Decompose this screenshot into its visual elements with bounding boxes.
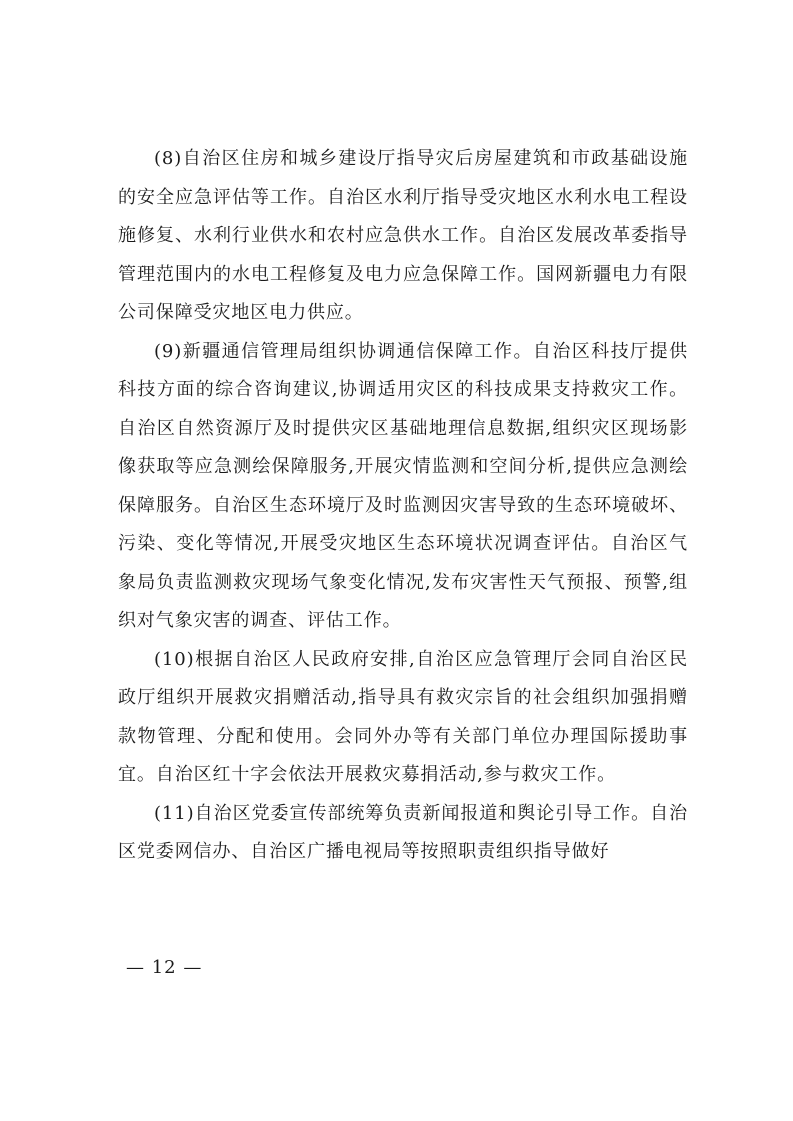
paragraph-8: (8)自治区住房和城乡建设厅指导灾后房屋建筑和市政基础设施的安全应急评估等工作。自治区水利厅指导受灾地区水利水电工程设施修复、水利行业供水和农村应急供水工作。自治区发展改革委指导管理范围内的水电工程修复及电力应急保障工作。国网新疆电力有限公司保障受灾地区电力供应。 [118, 148, 688, 323]
paragraph-9: (9)新疆通信管理局组织协调通信保障工作。自治区科技厅提供科技方面的综合咨询建议,协调适用灾区的科技成果支持救灾工作。自治区自然资源厅及时提供灾区基础地理信息数据,组织灾区现场影像获取等应急测绘保障服务,开展灾情监测和空间分析,提供应急测绘保障服务。自治区生态环境厅及时监测因灾害导致的生态环境破坏、污染、变化等情况,开展受灾地区生态环境状况调查评估。自治区气象局负责监测救灾现场气象变化情况,发布灾害性天气预报、预警,组织对气象灾害的调查、评估工作。 [118, 340, 688, 631]
page-number: — 12 — [126, 957, 203, 978]
paragraph-10: (10)根据自治区人民政府安排,自治区应急管理厅会同自治区民政厅组织开展救灾捐赠活动,指导具有救灾宗旨的社会组织加强捐赠款物管理、分配和使用。会同外办等有关部门单位办理国际援助事宜。自治区红十字会依法开展救灾募捐活动,参与救灾工作。 [118, 648, 688, 785]
paragraph-11: (11)自治区党委宣传部统筹负责新闻报道和舆论引导工作。自治区党委网信办、自治区广播电视局等按照职责组织指导做好 [118, 802, 688, 862]
document-body [118, 140, 688, 872]
